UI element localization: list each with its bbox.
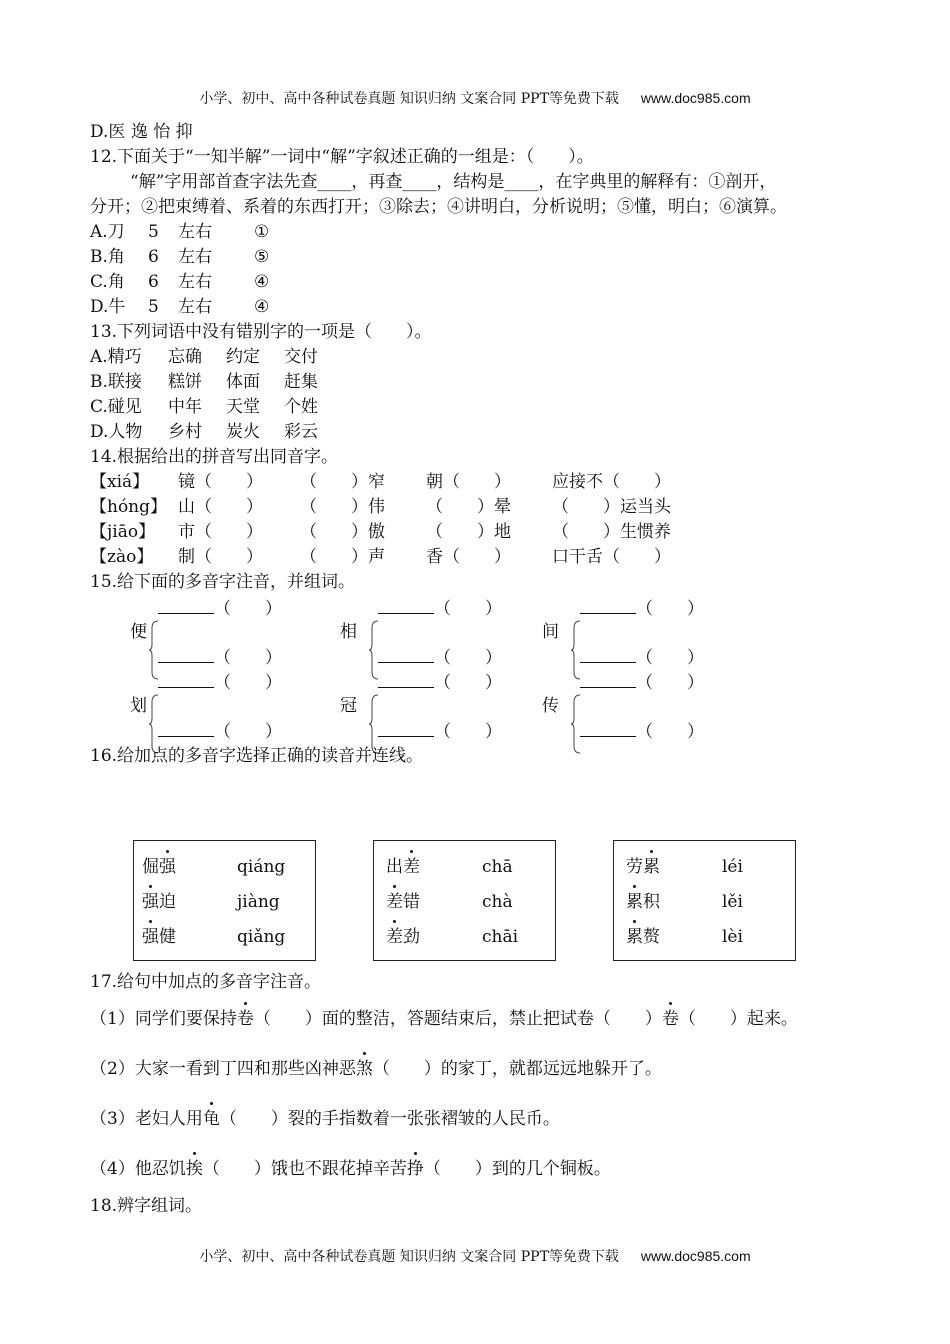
- q15-answer-line[interactable]: （ ）: [580, 719, 704, 744]
- dotted-char: 卷: [661, 1009, 679, 1029]
- q13-option-c-w3: 天堂: [226, 397, 260, 417]
- q16-pinyin[interactable]: qiáng: [237, 857, 286, 877]
- q14-cell: 山（ ）: [178, 497, 263, 517]
- q14-cell: （ ）窄: [300, 472, 385, 492]
- q15-char: 冠: [340, 696, 357, 716]
- q13-option-b-w4: 赶集: [284, 372, 318, 392]
- q15-answer-line[interactable]: （ ）: [580, 645, 704, 670]
- q14-cell: 口干舌（ ）: [552, 547, 671, 567]
- q13-option-c-w2: 中年: [168, 397, 202, 417]
- q16-word[interactable]: 差错: [386, 892, 420, 912]
- footer-site-link[interactable]: www.doc985.com: [640, 1248, 751, 1264]
- q16-word[interactable]: 劳累: [626, 857, 660, 877]
- q16-word[interactable]: 强健: [142, 927, 176, 947]
- q14-cell: 市（ ）: [178, 522, 263, 542]
- q16-pinyin[interactable]: chāi: [482, 927, 519, 947]
- q13-option-d: D.人物: [90, 422, 143, 442]
- q16-box-3: [613, 840, 796, 961]
- q12-option-c-strokes: 6: [148, 272, 159, 292]
- q13-option-b-w2: 糕饼: [168, 372, 202, 392]
- q13-option-a-w2: 忘确: [168, 347, 202, 367]
- q14-cell: （ ）傲: [300, 522, 385, 542]
- q13-stem: 13.下列词语中没有错别字的一项是（ ）。: [90, 322, 432, 342]
- q12-option-c-meaning: ④: [254, 272, 270, 292]
- q15-char: 传: [542, 696, 559, 716]
- q14-cell: （ ）晕: [426, 497, 511, 517]
- q12-body-1: “解”字用部首查字法先查____，再查____，结构是____，在字典里的解释有：①剖开，: [130, 172, 777, 192]
- q14-pinyin: 【hóng】: [90, 497, 168, 517]
- q12-option-a-strokes: 5: [148, 222, 159, 242]
- q15-answer-line[interactable]: （ ）: [378, 670, 502, 695]
- q16-word[interactable]: 差劲: [386, 927, 420, 947]
- q15-answer-line[interactable]: （ ）: [378, 645, 502, 670]
- q12-option-b-structure: 左右: [178, 247, 212, 267]
- q15-answer-line[interactable]: （ ）: [158, 645, 282, 670]
- q17-sentence-1: （1）同学们要保持卷（ ）面的整洁，答题结束后，禁止把试卷（ ）卷（ ）起来。: [90, 1009, 798, 1029]
- q18-stem: 18.辨字组词。: [90, 1196, 203, 1216]
- q13-option-a: A.精巧: [90, 347, 142, 367]
- q14-pinyin: 【jiāo】: [90, 522, 156, 542]
- q13-option-c-w4: 个姓: [284, 397, 318, 417]
- q13-option-c: C.碰见: [90, 397, 142, 417]
- q14-cell: （ ）生惯养: [552, 522, 671, 542]
- q12-option-a-structure: 左右: [178, 222, 212, 242]
- q16-word[interactable]: 强迫: [142, 892, 176, 912]
- q16-pinyin[interactable]: qiǎng: [237, 927, 286, 947]
- q16-pinyin[interactable]: chā: [482, 857, 513, 877]
- q12-option-d-strokes: 5: [148, 297, 159, 317]
- q13-option-a-w4: 交付: [284, 347, 318, 367]
- q17-sentence-4: （4）他忍饥挨（ ）饿也不跟花掉辛苦挣（ ）到的几个铜板。: [90, 1159, 611, 1179]
- page-footer: [0, 1246, 950, 1266]
- q13-option-a-w3: 约定: [226, 347, 260, 367]
- q16-pinyin[interactable]: chà: [482, 892, 513, 912]
- q16-pinyin[interactable]: jiàng: [237, 892, 280, 912]
- dotted-char: 挣: [406, 1159, 424, 1179]
- q12-option-b-strokes: 6: [148, 247, 159, 267]
- q13-option-d-w3: 炭火: [226, 422, 260, 442]
- q16-box-2: [373, 840, 556, 961]
- q12-option-d-structure: 左右: [178, 297, 212, 317]
- q16-pinyin[interactable]: lěi: [722, 892, 743, 912]
- q14-stem: 14.根据给出的拼音写出同音字。: [90, 447, 339, 467]
- q12-body-2: 分开；②把束缚着、系着的东西打开；③除去；④讲明白，分析说明；⑤懂，明白；⑥演算。: [90, 197, 787, 217]
- q13-option-d-w2: 乡村: [168, 422, 202, 442]
- q11-option-d: D.医 逸 怡 抑: [90, 122, 193, 142]
- dotted-char: 龟: [202, 1109, 220, 1129]
- q14-pinyin: 【xiá】: [90, 472, 150, 492]
- q16-pinyin[interactable]: léi: [722, 857, 743, 877]
- q14-cell: 应接不（ ）: [552, 472, 671, 492]
- q16-word[interactable]: 累赘: [626, 927, 660, 947]
- q13-option-b-w3: 体面: [226, 372, 260, 392]
- dotted-char: 挨: [185, 1159, 203, 1179]
- dotted-char: 卷: [236, 1009, 254, 1029]
- q15-answer-line[interactable]: （ ）: [158, 670, 282, 695]
- q13-option-b: B.联接: [90, 372, 142, 392]
- q12-option-c: C.角: [90, 272, 125, 292]
- q14-cell: （ ）地: [426, 522, 511, 542]
- q16-pinyin[interactable]: lèi: [722, 927, 743, 947]
- q16-word[interactable]: 倔强: [142, 857, 176, 877]
- q12-option-d-meaning: ④: [254, 297, 270, 317]
- q15-answer-line[interactable]: （ ）: [580, 670, 704, 695]
- q12-option-a-meaning: ①: [254, 222, 270, 242]
- q15-answer-line[interactable]: （ ）: [378, 596, 502, 621]
- header-site-link[interactable]: www.doc985.com: [640, 90, 751, 106]
- q15-char: 相: [340, 622, 357, 642]
- q17-stem: 17.给句中加点的多音字注音。: [90, 972, 322, 992]
- q12-option-b-meaning: ⑤: [254, 247, 270, 267]
- q15-answer-line[interactable]: （ ）: [378, 719, 502, 744]
- q14-cell: 香（ ）: [426, 547, 511, 567]
- q16-word[interactable]: 出差: [386, 857, 420, 877]
- footer-text: 小学、初中、高中各种试卷真题 知识归纳 文案合同 PPT等免费下载: [199, 1249, 619, 1265]
- header-text: 小学、初中、高中各种试卷真题 知识归纳 文案合同 PPT等免费下载: [199, 91, 619, 107]
- q15-char: 划: [130, 696, 147, 716]
- q12-stem: 12.下面关于“一知半解”一词中“解”字叙述正确的一组是：（ ）。: [90, 147, 594, 167]
- q15-answer-line[interactable]: （ ）: [158, 596, 282, 621]
- q14-cell: （ ）声: [300, 547, 385, 567]
- q12-option-c-structure: 左右: [178, 272, 212, 292]
- q14-pinyin: 【zào】: [90, 547, 154, 567]
- q13-option-d-w4: 彩云: [284, 422, 318, 442]
- q14-cell: （ ）运当头: [552, 497, 671, 517]
- q15-char: 便: [130, 622, 147, 642]
- q12-option-a: A.刀: [90, 222, 125, 242]
- q12-option-d: D.牛: [90, 297, 126, 317]
- q17-sentence-3: （3）老妇人用龟（ ）裂的手指数着一张张褶皱的人民币。: [90, 1109, 560, 1129]
- q14-cell: （ ）伟: [300, 497, 385, 517]
- q16-box-1: [133, 840, 316, 961]
- q12-option-b: B.角: [90, 247, 125, 267]
- q14-cell: 制（ ）: [178, 547, 263, 567]
- q14-cell: 镜（ ）: [178, 472, 263, 492]
- q16-word[interactable]: 累积: [626, 892, 660, 912]
- dotted-char: 煞: [355, 1059, 373, 1079]
- q15-stem: 15.给下面的多音字注音，并组词。: [90, 572, 356, 592]
- q14-cell: 朝（ ）: [426, 472, 511, 492]
- q15-char: 间: [542, 622, 559, 642]
- q17-sentence-2: （2）大家一看到丁四和那些凶神恶煞（ ）的家丁，就都远远地躲开了。: [90, 1059, 662, 1079]
- page-header: [0, 88, 950, 108]
- q15-answer-line[interactable]: （ ）: [580, 596, 704, 621]
- q16-stem: 16.给加点的多音字选择正确的读音并连线。: [90, 746, 424, 766]
- q15-answer-line[interactable]: （ ）: [158, 719, 282, 744]
